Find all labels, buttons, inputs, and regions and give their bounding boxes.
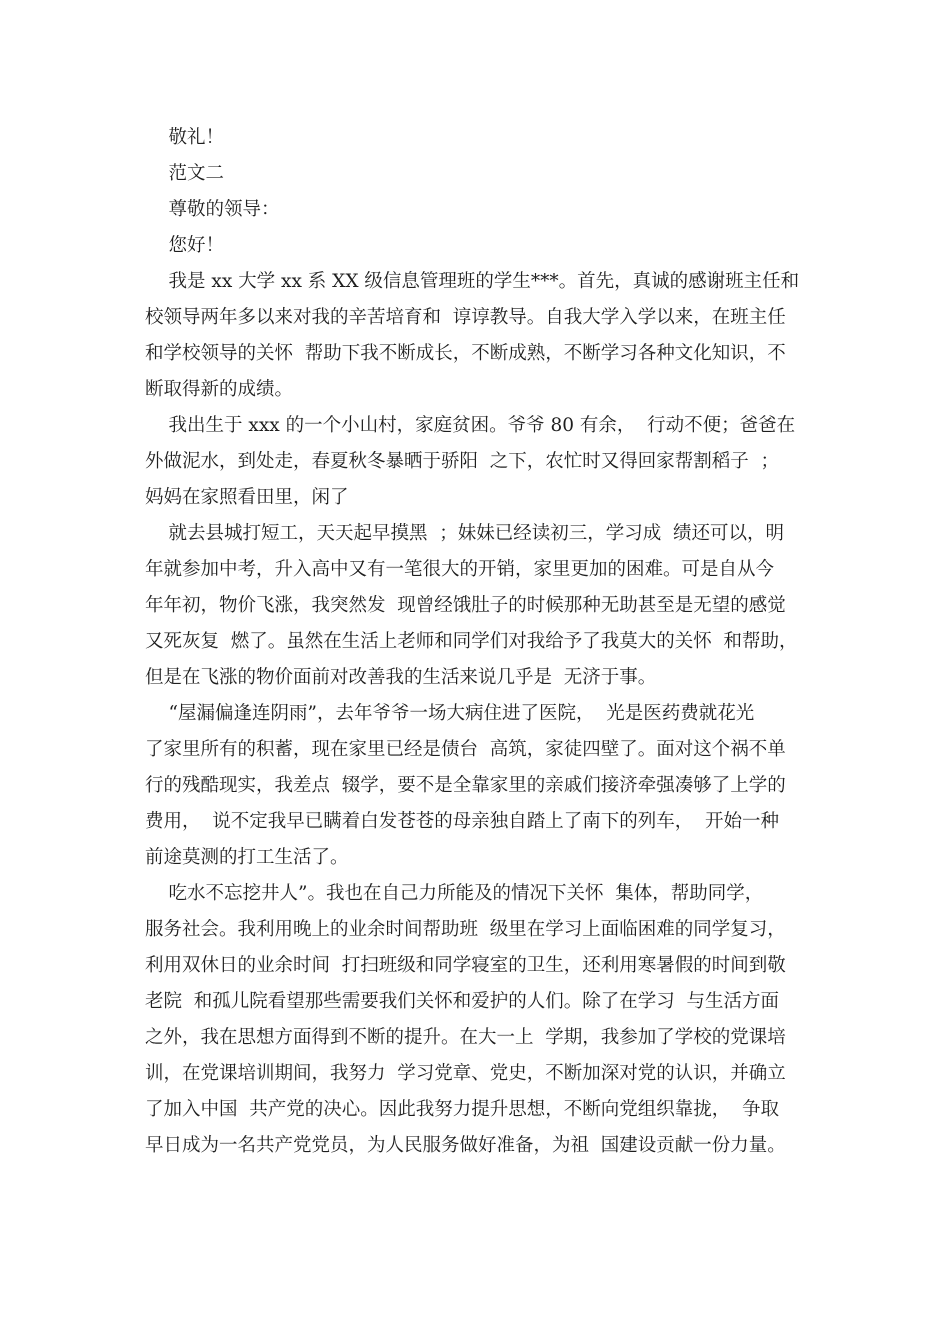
document-body bbox=[145, 120, 807, 1164]
text-line: 之外，我在思想方面得到不断的提升。在大一上 学期，我参加了学校的党课培 bbox=[145, 1027, 786, 1048]
text-line: 妈妈在家照看田里，闲了 bbox=[145, 487, 349, 508]
text-line: 外做泥水，到处走，春夏秋冬暴晒于骄阳 之下，农忙时又得回家帮割稻子 ； bbox=[145, 451, 780, 472]
text-line: 尊敬的领导： bbox=[145, 199, 280, 220]
text-line: 我是 xx 大学 xx 系 XX 级信息管理班的学生***。首先，真诚的感谢班主任和 bbox=[145, 271, 800, 292]
text-line: 我出生于 xxx 的一个小山村，家庭贫困。爷爷 80 有余， 行动不便；爸爸在 bbox=[145, 415, 796, 436]
text-line: 训，在党课培训期间，我努力 学习党章、党史，不断加深对党的认识，并确立 bbox=[145, 1063, 786, 1084]
text-line: 范文二 bbox=[145, 163, 225, 184]
text-line: 老院 和孤儿院看望那些需要我们关怀和爱护的人们。除了在学习 与生活方面 bbox=[145, 991, 780, 1012]
text-line: 敬礼！ bbox=[145, 127, 225, 148]
text-line: 年年初，物价飞涨，我突然发 现曾经饿肚子的时候那种无助甚至是无望的感觉 bbox=[145, 595, 786, 616]
text-line: 又死灰复 燃了。虽然在生活上老师和同学们对我给予了我莫大的关怀 和帮助， bbox=[145, 631, 798, 652]
text-line: 利用双休日的业余时间 打扫班级和同学寝室的卫生，还利用寒暑假的时间到敬 bbox=[145, 955, 786, 976]
text-line: 吃水不忘挖井人”。我也在自己力所能及的情况下关怀 集体，帮助同学， bbox=[145, 883, 764, 904]
text-line: 断取得新的成绩。 bbox=[145, 379, 294, 400]
text-line: 费用， 说不定我早已瞒着白发苍苍的母亲独自踏上了南下的列车， 开始一种 bbox=[145, 811, 780, 832]
text-line: 早日成为一名共产党党员，为人民服务做好准备，为祖 国建设贡献一份力量。 bbox=[145, 1135, 786, 1156]
text-line: 您好！ bbox=[145, 235, 225, 256]
text-line: 但是在飞涨的物价面前对改善我的生活来说几乎是 无济于事。 bbox=[145, 667, 657, 688]
text-line: 服务社会。我利用晚上的业余时间帮助班 级里在学习上面临困难的同学复习， bbox=[145, 919, 786, 940]
text-line: “屋漏偏逢连阴雨”，去年爷爷一场大病住进了医院， 光是医药费就花光 bbox=[145, 703, 755, 724]
text-line: 就去县城打短工，天天起早摸黑 ；妹妹已经读初三，学习成 绩还可以，明 bbox=[145, 523, 785, 544]
text-line: 和学校领导的关怀 帮助下我不断成长，不断成熟，不断学习各种文化知识，不 bbox=[145, 343, 786, 364]
text-line: 前途莫测的打工生活了。 bbox=[145, 847, 349, 868]
text-line: 校领导两年多以来对我的辛苦培育和 谆谆教导。自我大学入学以来，在班主任 bbox=[145, 307, 786, 328]
text-line: 了家里所有的积蓄，现在家里已经是债台 高筑，家徒四壁了。面对这个祸不单 bbox=[145, 739, 786, 760]
text-line: 年就参加中考，升入高中又有一笔很大的开销，家里更加的困难。可是自从今 bbox=[145, 559, 775, 580]
text-line: 了加入中国 共产党的决心。因此我努力提升思想，不断向党组织靠拢， 争取 bbox=[145, 1099, 780, 1120]
text-line: 行的残酷现实，我差点 辍学，要不是全靠家里的亲戚们接济牵强凑够了上学的 bbox=[145, 775, 786, 796]
